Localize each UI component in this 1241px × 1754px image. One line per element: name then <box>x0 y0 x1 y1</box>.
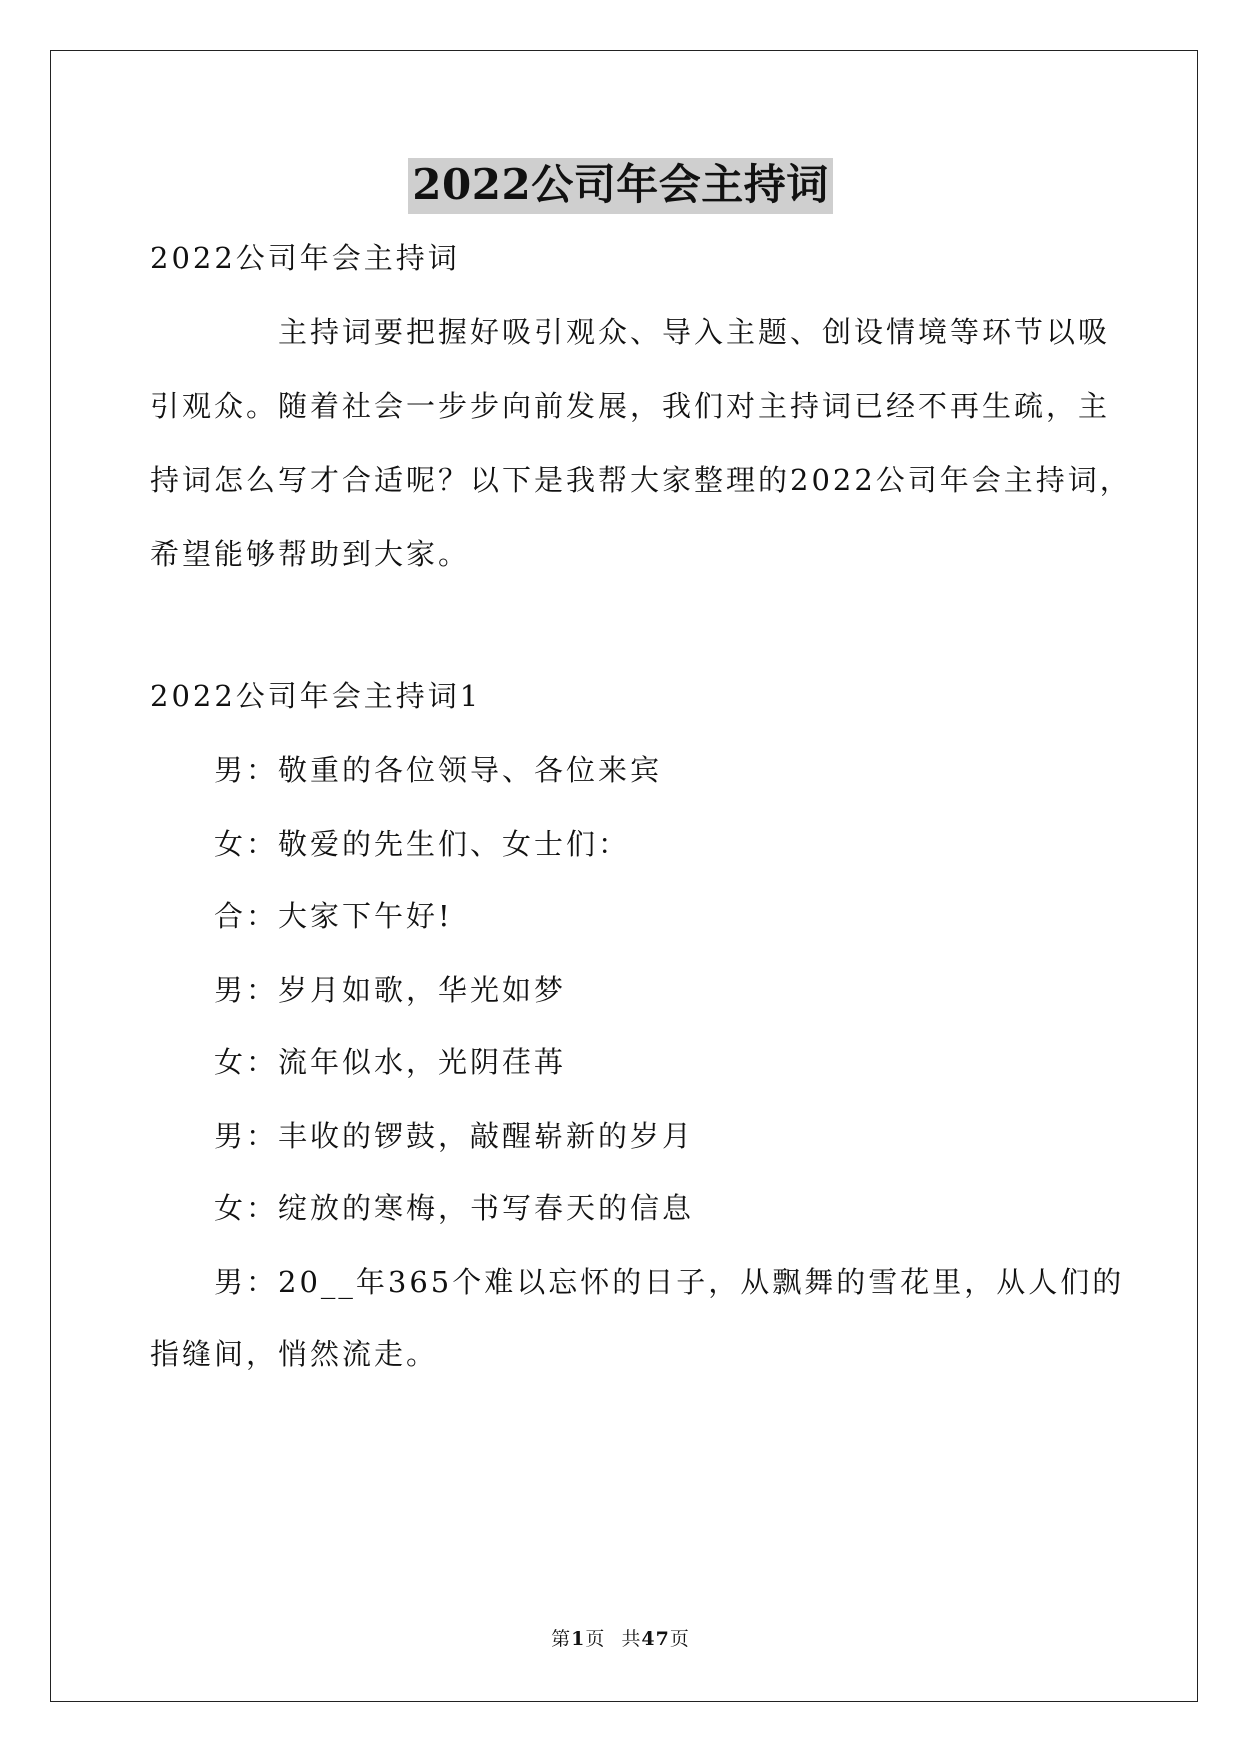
dialogue-line: 女：绽放的寒梅，书写春天的信息 <box>150 1191 695 1225</box>
intro-line-4: 希望能够帮助到大家。 <box>150 537 471 571</box>
dialogue-line: 女：敬爱的先生们、女士们： <box>150 827 631 861</box>
page-suffix: 页 <box>585 1628 606 1650</box>
dialogue-line-continued: 指缝间，悄然流走。 <box>150 1337 439 1371</box>
intro-line-3: 持词怎么写才合适呢？以下是我帮大家整理的2022公司年会主持词， <box>150 463 1132 497</box>
dialogue-line: 男：丰收的锣鼓，敲醒崭新的岁月 <box>150 1119 695 1153</box>
dialogue-line: 男：敬重的各位领导、各位来宾 <box>150 753 663 787</box>
total-page-count: 47 <box>641 1628 670 1650</box>
document-title <box>0 158 1241 214</box>
current-page-number: 1 <box>571 1628 586 1650</box>
page-footer <box>0 1624 1241 1651</box>
dialogue-line: 合：大家下午好! <box>150 899 453 933</box>
section-heading: 2022公司年会主持词1 <box>150 679 482 713</box>
subtitle-line: 2022公司年会主持词 <box>150 241 460 275</box>
intro-line-1: 主持词要把握好吸引观众、导入主题、创设情境等环节以吸 <box>150 315 1111 349</box>
page-prefix: 第 <box>551 1628 572 1650</box>
total-prefix: 共 <box>621 1628 642 1650</box>
document-title-text: 2022公司年会主持词 <box>408 158 832 214</box>
dialogue-line: 女：流年似水，光阴荏苒 <box>150 1045 567 1079</box>
total-suffix: 页 <box>669 1628 690 1650</box>
page-border <box>50 50 1198 1702</box>
dialogue-line: 男：岁月如歌，华光如梦 <box>150 973 567 1007</box>
dialogue-line: 男：20__年365个难以忘怀的日子，从飘舞的雪花里，从人们的 <box>150 1265 1125 1299</box>
intro-line-2: 引观众。随着社会一步步向前发展，我们对主持词已经不再生疏，主 <box>150 389 1111 423</box>
